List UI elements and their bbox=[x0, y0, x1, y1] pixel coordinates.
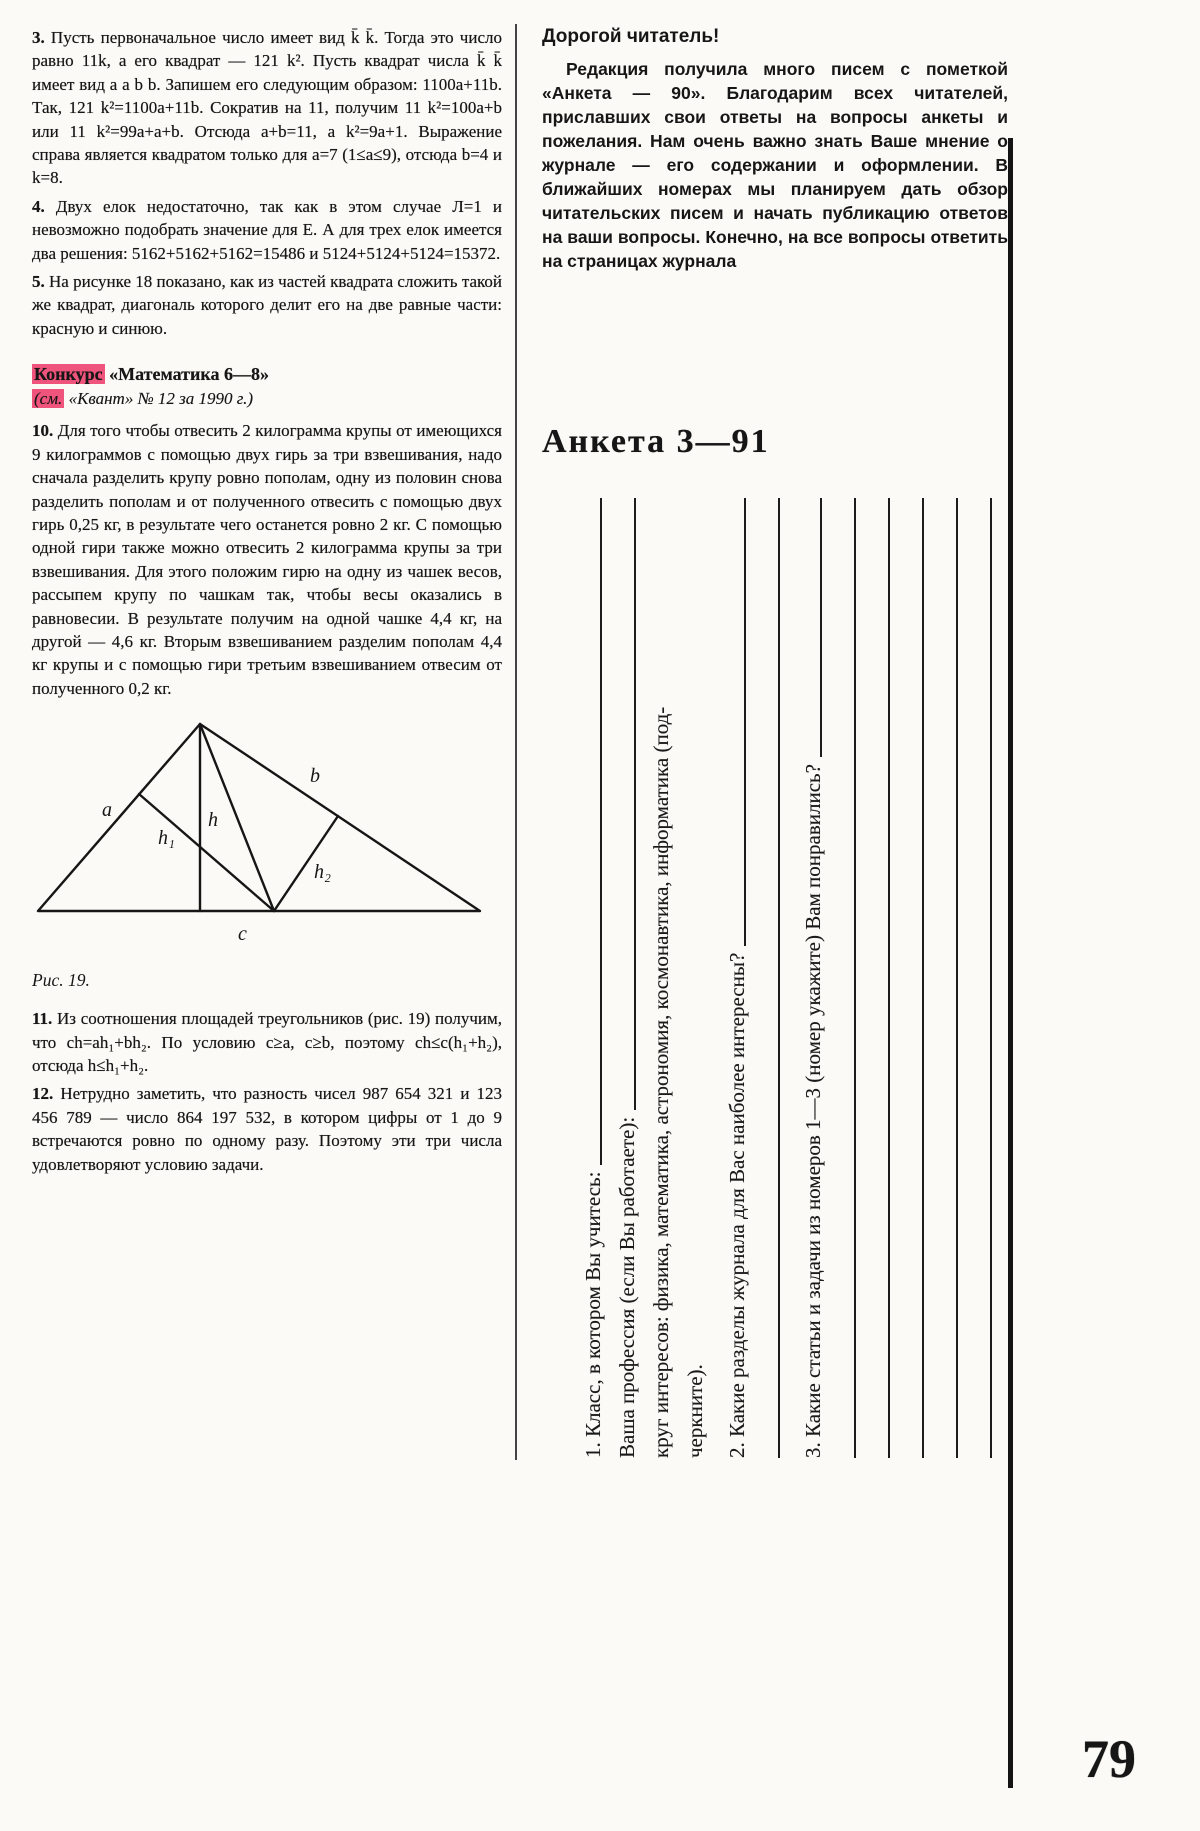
anketa-question-3-answer-line-6 bbox=[990, 498, 992, 1458]
anketa-question-2-row bbox=[716, 498, 750, 1458]
anketa-question-3-answer-line-2 bbox=[854, 498, 856, 1458]
solution-11-number: 11. bbox=[32, 1009, 53, 1029]
anketa-question-1b-row bbox=[606, 498, 640, 1458]
anketa-question-3-answer-line-3 bbox=[888, 498, 890, 1458]
editor-note-body: Редакция получила много писем с пометкой «Анкета — 90». Благодарим всех читателей, приславших свои ответы на вопросы анкеты и пожелания. Нам очень важно знать Ваше мнение о журнале — его содержании и оформлении. В ближайших номерах мы планируем дать обзор читательских писем и начать публикацию ответов на ваши вопросы. Конечно, на все вопросы ответить на страницах журнала bbox=[542, 59, 1008, 271]
column-divider bbox=[515, 24, 517, 1460]
solution-5-number: 5. bbox=[32, 272, 45, 292]
anketa-question-1: 1. Класс, в котором Вы учитесь: bbox=[581, 1171, 605, 1458]
anketa-question-1-row bbox=[572, 498, 606, 1458]
anketa-question-2-extra-line-row bbox=[750, 498, 784, 1458]
anketa-paragraph-gap bbox=[708, 498, 716, 1458]
contest-heading-highlighted: Конкурс bbox=[34, 364, 103, 385]
contest-heading bbox=[32, 364, 502, 385]
anketa-question-3-extra-line-row bbox=[894, 498, 928, 1458]
anketa-paragraph-gap bbox=[784, 498, 792, 1458]
solution-5 bbox=[32, 270, 502, 340]
solution-10 bbox=[32, 419, 502, 700]
anketa-question-1d-row bbox=[674, 498, 708, 1458]
figure-label-h: h bbox=[208, 809, 218, 832]
solution-4-text: Двух елок недостаточно, так как в этом случае Л=1 и невозможно подобрать значение для Е. А для трех елок имеется два решения: 5162+5162+5162=15486 и 5124+5124+5124=15372. bbox=[32, 196, 502, 263]
figure-label-h2: h₂ bbox=[314, 861, 331, 884]
anketa-question-3-answer-line bbox=[820, 498, 822, 757]
figure-label-c: c bbox=[238, 923, 247, 946]
anketa-question-1b: Ваша профессия (если Вы работаете): bbox=[615, 1116, 639, 1458]
anketa-question-2: 2. Какие разделы журнала для Вас наиболее интересны? bbox=[725, 952, 749, 1458]
anketa-question-3-answer-line-5 bbox=[956, 498, 958, 1458]
page-number: 79 bbox=[1082, 1729, 1136, 1789]
right-column bbox=[542, 26, 1008, 461]
solution-4-number: 4. bbox=[32, 196, 45, 216]
figure-label-b: b bbox=[310, 765, 320, 788]
anketa-question-1c-row bbox=[640, 498, 674, 1458]
anketa-question-1d: черкните). bbox=[683, 1364, 707, 1458]
anketa-question-3-extra-line-row bbox=[962, 498, 996, 1458]
solution-3-text: Пусть первоначальное число имеет вид k̄ k̄. Тогда это число равно 11k, а его квадрат — 121 k². Пусть квадрат числа k̄ k̄ имеет вид a a b b. Запишем его следующим образом: 1100a+11b. Так, 121 k²=1100a+11b. Сократив на 11, получим 11 k²=100a+b или 11 k²=99a+a+b. Отсюда a+b=11, а k²=9a+1. Выражение справа является квадратом только для a=7 (1≤a≤9), отсюда b=4 и k=8. bbox=[32, 28, 502, 188]
solution-11 bbox=[32, 1007, 502, 1077]
solution-10-number: 10. bbox=[32, 421, 54, 441]
contest-subheading bbox=[32, 389, 502, 409]
anketa-title: Анкета 3—91 bbox=[542, 423, 770, 460]
figure-label-h1: h₁ bbox=[158, 827, 175, 850]
anketa-question-1b-answer-line bbox=[634, 498, 636, 1110]
figure-19-caption: Рис. 19. bbox=[32, 970, 90, 991]
left-column bbox=[32, 26, 502, 1181]
editor-note-title: Дорогой читатель! bbox=[542, 26, 720, 47]
solution-3-number: 3. bbox=[32, 28, 45, 47]
solution-11-text: Из соотношения площадей треугольников (рис. 19) получим, что ch=ah₁+bh₂. По условию c≥a, c≥b, поэтому ch≤c(h₁+h₂), отсюда h≤h₁+h₂. bbox=[32, 1009, 502, 1075]
solution-12 bbox=[32, 1082, 502, 1176]
anketa-question-3-extra-line-row bbox=[860, 498, 894, 1458]
solution-5-text: На рисунке 18 показано, как из частей квадрата сложить такой же квадрат, диагональ которого делит его на две равные части: красную и синюю. bbox=[32, 272, 502, 338]
contest-heading-rest: «Математика 6—8» bbox=[104, 364, 269, 385]
figure-19-triangle-diagram bbox=[32, 716, 502, 948]
contest-subheading-highlighted: (см. bbox=[34, 389, 63, 409]
anketa-question-3: 3. Какие статьи и задачи из номеров 1—3 (номер укажите) Вам понравились? bbox=[801, 764, 825, 1458]
anketa-question-2-answer-line-2 bbox=[778, 498, 780, 1458]
anketa-question-3-row bbox=[792, 498, 826, 1458]
anketa-question-3-extra-line-row bbox=[928, 498, 962, 1458]
anketa-question-3-answer-line-4 bbox=[922, 498, 924, 1458]
anketa-question-1-answer-line bbox=[600, 498, 602, 1165]
anketa-question-1c: круг интересов: физика, математика, астрономия, космонавтика, информатика (под- bbox=[649, 706, 673, 1458]
solution-4 bbox=[32, 195, 502, 265]
figure-label-a: a bbox=[102, 799, 112, 822]
anketa-form bbox=[570, 498, 1010, 1458]
solution-12-text: Нетрудно заметить, что разность чисел 987 654 321 и 123 456 789 — число 864 197 532, в котором цифры от 1 до 9 встречаются ровно по одному разу. Поэтому эти три числа удовлетворяют условию задачи. bbox=[32, 1084, 503, 1174]
solution-12-number: 12. bbox=[32, 1084, 54, 1104]
solution-10-text: Для того чтобы отвесить 2 килограмма крупы от имеющихся 9 килограммов с помощью двух гирь за три взвешивания, надо сначала разделить крупу ровно пополам, одну из половин снова разделить пополам и от полученного отвесить с помощью двух гирь 0,25 кг, в результате чего останется ровно 2 кг. С помощью одной гири также можно отвесить 2 килограмма крупы за три взвешивания. Для этого положим гирю на одну из чашек весов, рассыпем крупу по чашкам так, чтобы весы оказались в равновесии. В результате получим на одной чашке 4,4 кг, на другой — 4,6 кг. Вторым взвешиванием разделим пополам 4,4 кг крупы и с помощью гири третьим взвешиванием отвесим от полученного 0,2 кг. bbox=[32, 421, 502, 698]
solution-3 bbox=[32, 26, 502, 190]
perpendicular-h1-line bbox=[139, 794, 274, 911]
anketa-question-2-answer-line bbox=[744, 498, 746, 946]
anketa-question-3-extra-line-row bbox=[826, 498, 860, 1458]
contest-subheading-rest: «Квант» № 12 за 1990 г.) bbox=[64, 389, 254, 409]
